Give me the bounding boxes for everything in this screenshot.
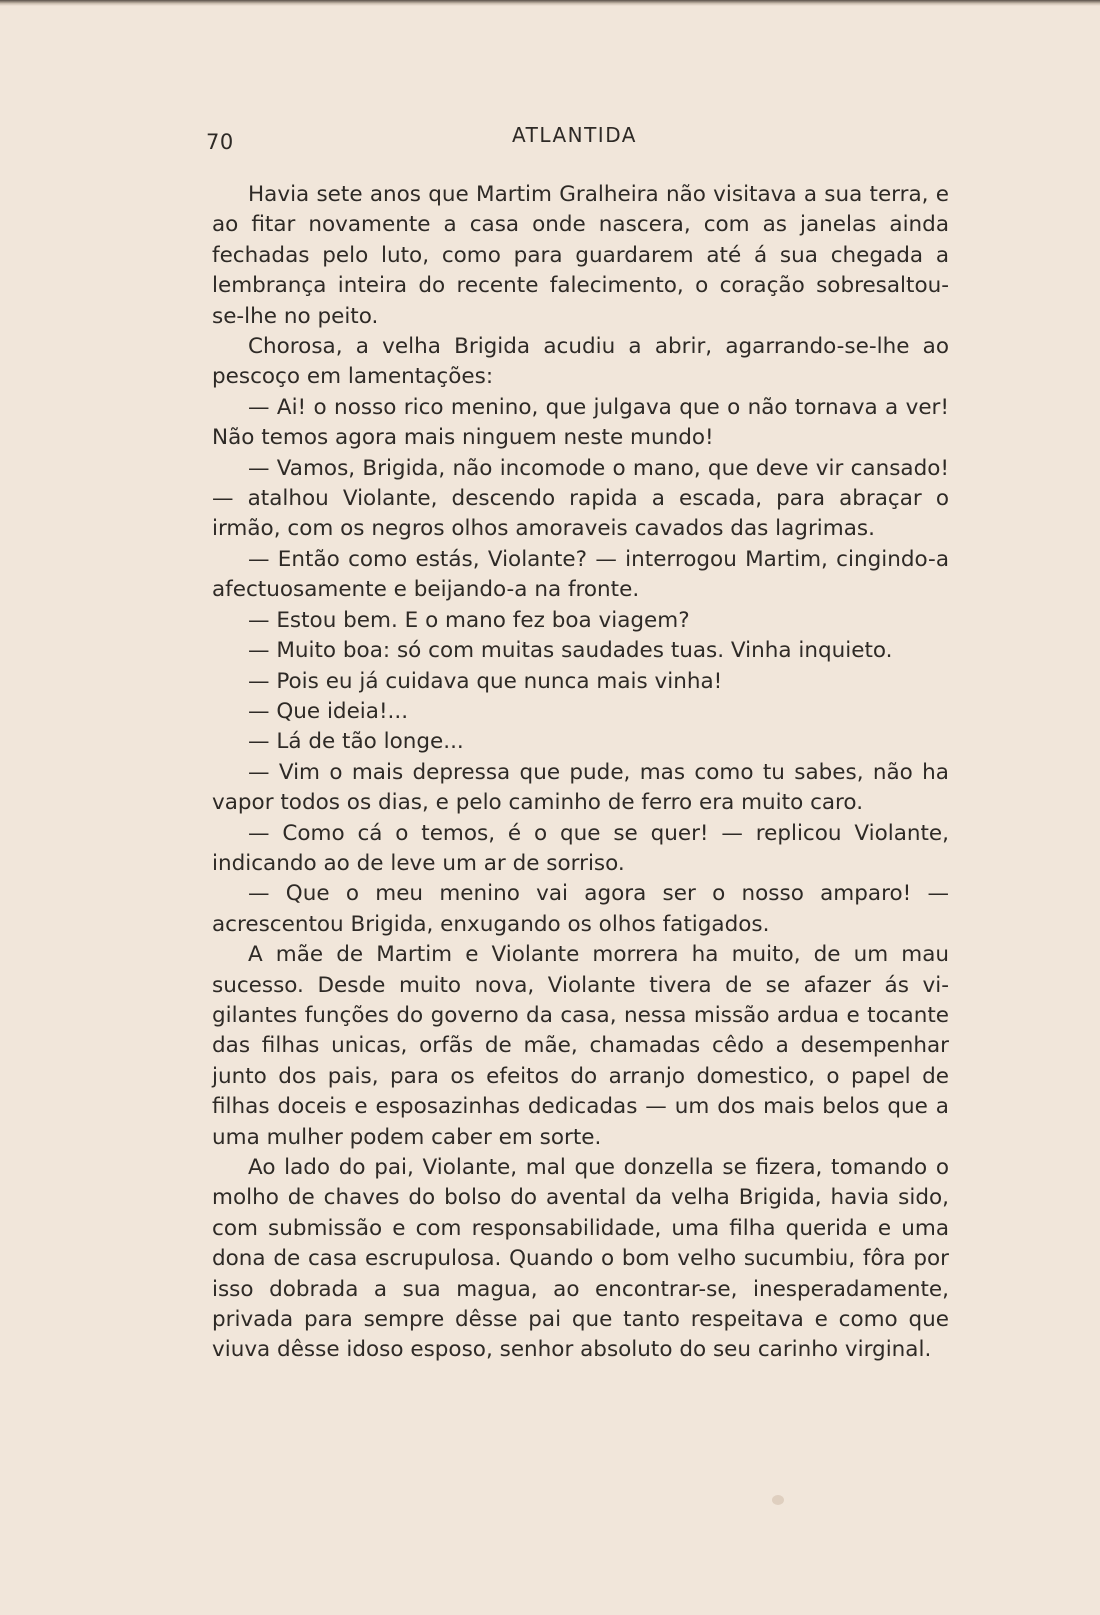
- dialogue-line: — Que ideia!...: [248, 698, 409, 724]
- dialogue-line: — Vamos, Brigida, não incomode o mano, que deve vir cansado! — atalhou Violante, descendo rapida a escada, para abraçar o irmão, com os negros olhos amoraveis cavados das lagrimas.: [212, 455, 949, 542]
- dialogue-line: — Estou bem. E o mano fez boa viagem?: [248, 607, 690, 633]
- dialogue-line: — Então como estás, Violante? — interrogou Martim, cingindo-a afectuosamente e beijando-a na fronte.: [212, 546, 949, 603]
- dialogue-line: — Vim o mais depressa que pude, mas como tu sabes, não ha vapor todos os dias, e pelo caminho de ferro era muito caro.: [212, 759, 949, 816]
- running-title: ATLANTIDA: [512, 123, 637, 147]
- paragraph: Chorosa, a velha Brigida acudiu a abrir, agarrando-se-lhe ao pescoço em lamentações:: [212, 334, 949, 390]
- page-number: 70: [206, 130, 234, 154]
- body-text: [212, 180, 949, 1366]
- paper-smudge: [772, 1495, 784, 1505]
- dialogue-line: — Lá de tão longe...: [248, 729, 464, 755]
- dialogue-line: — Pois eu já cuidava que nunca mais vinha!: [248, 668, 723, 694]
- dialogue-line: — Ai! o nosso rico menino, que julgava que o não tornava a ver! Não temos agora mais ninguem neste mundo!: [212, 394, 949, 451]
- dialogue-line: — Como cá o temos, é o que se quer! — replicou Violante, indicando ao de leve um ar de sorriso.: [212, 820, 949, 876]
- paragraph: Ao lado do pai, Violante, mal que donzella se fizera, tomando o molho de chaves do bolso do avental da velha Brigida, havia sido, com submissão e com responsabilidade, uma filha querida e uma dona de casa escrupulosa. Quando o bom velho sucumbiu, fôra por isso dobrada a sua magua, ao encontrar-se, inesperadamente, privada para sempre dêsse pai que tanto respeitava e como que viuva dêsse idoso esposo, senhor absoluto do seu carinho virginal.: [212, 1155, 949, 1363]
- dialogue-line: — Muito boa: só com muitas saudades tuas. Vinha inquieto.: [248, 638, 893, 664]
- dialogue-line: — Que o meu menino vai agora ser o nosso amparo! — acrescentou Brigida, enxugando os olhos fatigados.: [212, 881, 949, 937]
- paragraph: A mãe de Martim e Violante morrera ha muito, de um mau sucesso. Desde muito nova, Violante tivera de se afazer ás vigilantes funções do governo da casa, nessa missão ardua e tocante das filhas unicas, orfãs de mãe, chamadas cêdo a desempenhar junto dos pais, para os efeitos do arranjo domestico, o papel de filhas doceis e esposazinhas dedicadas — um dos mais belos que a uma mulher podem caber em sorte.: [212, 942, 949, 1150]
- paragraph: Havia sete anos que Martim Gralheira não visitava a sua terra, e ao fitar novamente a casa onde nascera, com as janelas ainda fechadas pelo luto, como para guardarem até á sua chegada a lembrança inteira do recente falecimento, o coração sobresaltou-se-lhe no peito.: [212, 182, 949, 329]
